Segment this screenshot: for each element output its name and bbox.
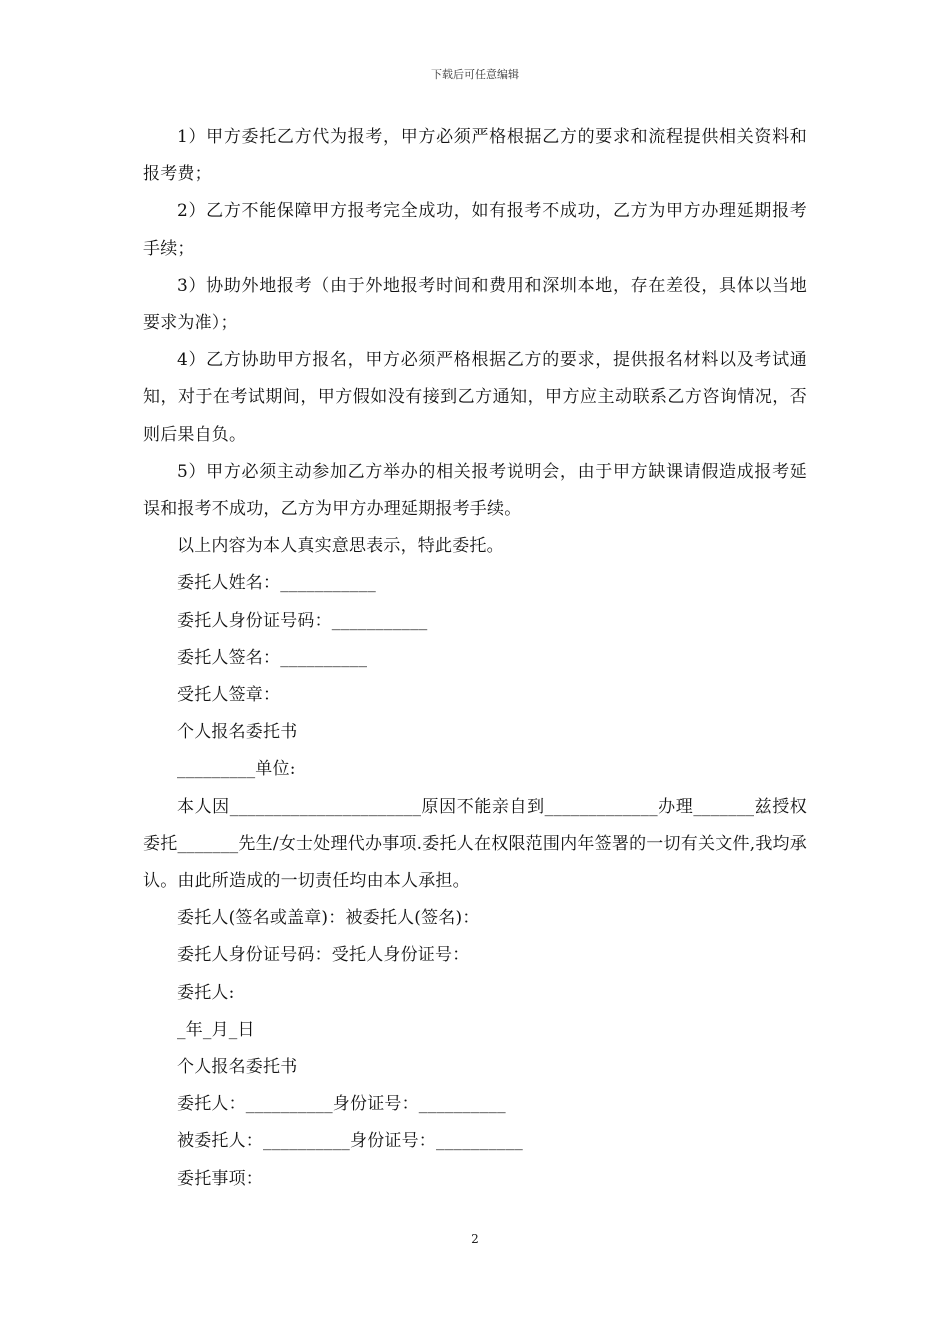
section-title-1: 个人报名委托书 [177,722,298,743]
clause-3: 3）协助外地报考（由于外地报考时间和费用和深圳本地，存在差役，具体以当地要求为准）； [143,275,807,334]
document-body [143,119,807,1198]
section-title-2: 个人报名委托书 [177,1057,298,1078]
entrusted-matters-line: 委托事项： [177,1168,263,1189]
principal-id-line: 委托人身份证号码：___________ [177,610,428,631]
clause-4: 4）乙方协助甲方报名，甲方必须严格根据乙方的要求，提供报名材料以及考试通知，对于在考试期间，甲方假如没有接到乙方通知，甲方应主动联系乙方咨询情况，否则后果自负。 [143,350,807,445]
principal-signature-line: 委托人签名：__________ [177,647,368,668]
clause-5: 5）甲方必须主动参加乙方举办的相关报考说明会，由于甲方缺课请假造成报考延误和报考不成功，乙方为甲方办理延期报考手续。 [143,461,807,520]
signature-line: 委托人(签名或盖章)：被委托人(签名)： [177,908,480,929]
agent-id-fields: 被委托人：__________身份证号：__________ [177,1131,523,1152]
principal-id-fields: 委托人：__________身份证号：__________ [177,1094,506,1115]
clause-1: 1）甲方委托乙方代为报考，甲方必须严格根据乙方的要求和流程提供相关资料和报考费； [143,127,807,185]
id-number-line: 委托人身份证号码：受托人身份证号： [177,945,470,966]
authorization-paragraph: 本人因______________________原因不能亲自到_____________办理_______兹授权委托_______先生/女士处理代办事项.委托人在权限范围内年签署的一切有关文件,我均承认。由此所造成的一切责任均由本人承担。 [143,796,807,892]
principal-name-line: 委托人姓名：___________ [177,573,376,594]
principal-line: 委托人: [177,982,235,1003]
date-line: _年_月_日 [177,1019,255,1040]
clause-2: 2）乙方不能保障甲方报考完全成功，如有报考不成功，乙方为甲方办理延期报考手续； [143,201,807,259]
page-header: 下载后可任意编辑 [431,68,519,81]
declaration: 以上内容为本人真实意思表示，特此委托。 [177,536,504,557]
agent-seal-line: 受托人签章： [177,685,281,706]
unit-line: _________单位: [177,759,296,780]
page-number: 2 [471,1232,479,1246]
